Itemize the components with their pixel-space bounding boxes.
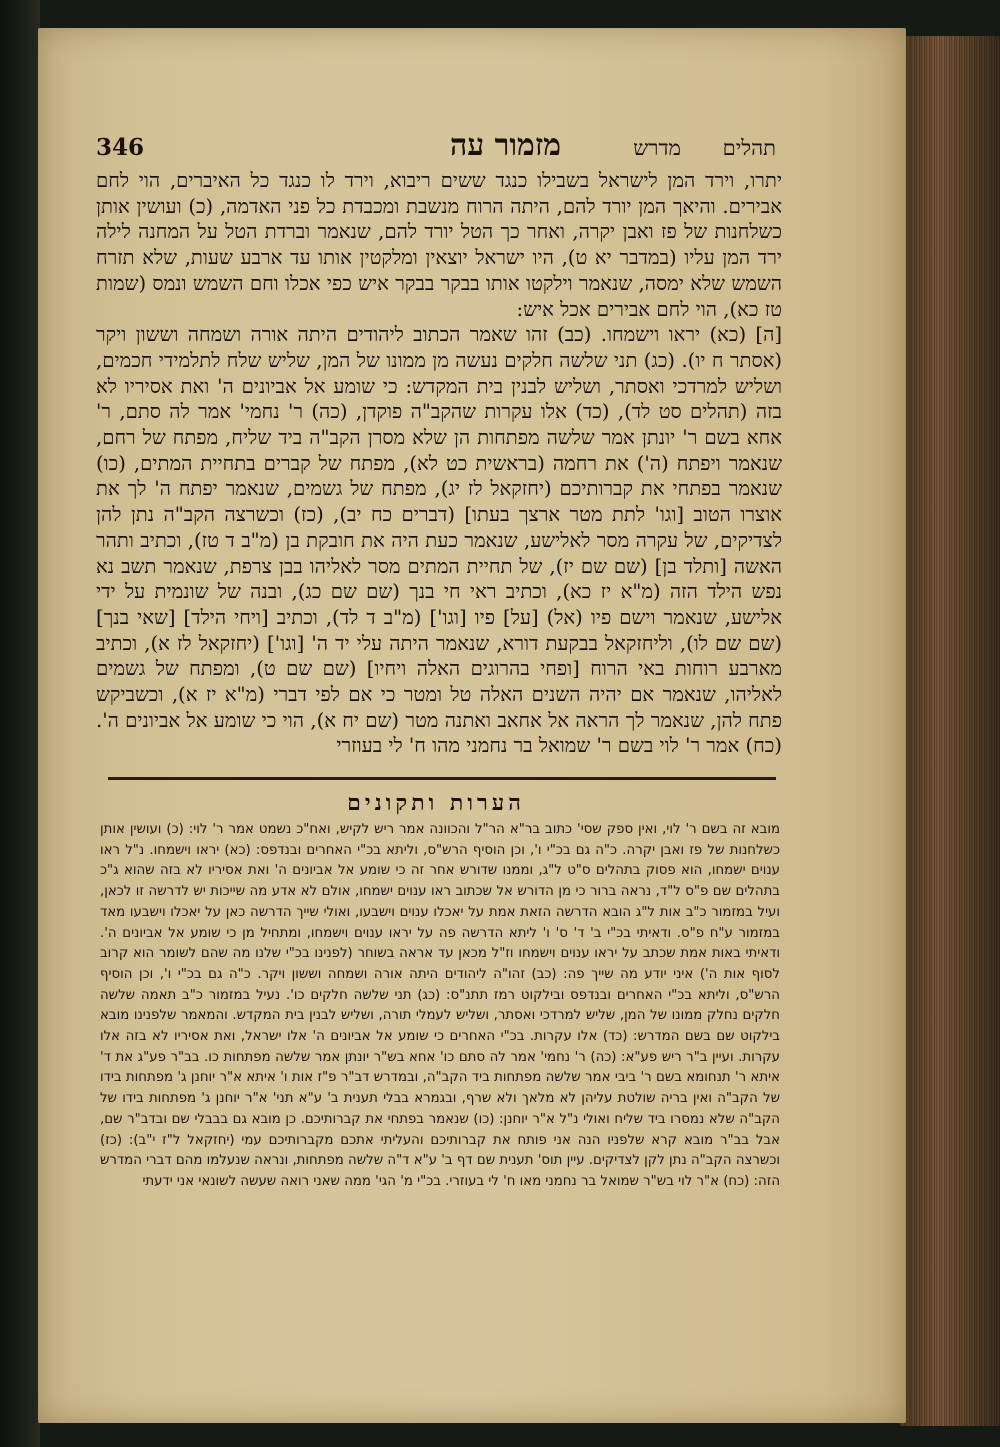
header-title: מדרש bbox=[633, 136, 681, 160]
book-page-edges-shade bbox=[900, 36, 1000, 1426]
main-text bbox=[96, 168, 782, 759]
scan-left-margin bbox=[0, 0, 40, 1447]
page-number: 346 bbox=[96, 134, 145, 161]
main-paragraph: [ה] (כא) יראו וישמחו. (כב) זהו שאמר הכתוב ליהודים היתה אורה ושמחה וששון ויקר (אסתר ח יו). (כג) תני שלשה חלקים נעשה מן ממונו של המן, שליש שלח לתלמידי חכמים, ושליש למרדכי ואסתר, ושליש לבנין בית המקדש: כי שומע אל אביונים ה' ואת אסיריו לא בזה (תהלים סט לד), (כד) אלו עקרות שהקב"ה פוקדן, (כה) ר' נחמי' אמר לה סתם, ר' אחא בשם ר' יונתן אמר שלשה מפתחות הן שלא מסרן הקב"ה ביד שליח, מפתח של רחם, שנאמר ויפתח (ה') את רחמה (בראשית כט לא), מפתח של קברים בתחיית המתים, (כו) שנאמר בפתחי את קברותיכם (יחזקאל לז יג), מפתח של גשמים, שנאמר יפתח ה' לך את אוצרו הטוב [וגו' לתת מטר ארצך בעתו] (דברים כח יב), (כז) וכשרצה הקב"ה נתן להן לצדיקים, של עקרה מסר לאלישע, שנאמר כעת היה את חובקת בן (מ"ב ד טז), וכתיב ותהר האשה [ותלד בן] (שם שם יז), של תחיית המתים מסר לאליהו בבן צרפת, שנאמר תשב נא נפש הילד הזה (מ"א יז כא), וכתיב ראי חי בנך (שם שם כג), ובנה של שונמית על ידי אלישע, שנאמר וישם פיו (אל) [על] פיו [וגו'] (מ"ב ד לד), וכתיב [ויחי הילד] [שאי בנך] (שם שם לו), וליחזקאל בבקעת דורא, שנאמר היתה עלי יד ה' [וגו'] (יחזקאל לז א), וכתיב מארבע רוחות באי הרוח [ופחי בהרוגים האלה ויחיו] (שם שם ט), ומפתח של גשמים לאליהו, שנאמר אם יהיה השנים האלה טל ומטר כי אם לפי דברי (מ"א יז א), וכשביקש פתח להן, שנאמר לך הראה אל אחאב ואתנה מטר (שם יח א), הוי כי שומע אל אביונים ה'. (כח) אמר ר' לוי בשם ר' שמואל בר נחמני מהו ח' לי בעוזרי bbox=[96, 323, 782, 758]
notes-title: הערות ותקונים bbox=[347, 790, 525, 816]
header-book: תהלים bbox=[722, 136, 776, 160]
main-paragraph: יתרו, וירד המן לישראל בשבילו כנגד ששים ריבוא, וירד לו כנגד כל האיברים, הוי לחם אבירים. והיאך המן יורד להם, היתה הרוח מנשבת ומכבדת כל פני האדמה, (כ) ועושין אותן כשלחנות של פז ואבן יקרה, ואחר כך הטל יורד להם, שנאמר וברדת הטל על המחנה לילה ירד המן עליו (במדבר יא ט), היו ישראל יוצאין ומלקטין אותו עד ארבע שעות, שלא תזרח השמש שלא ימסה, שנאמר וילקטו אותו בבקר בבקר איש כפי אכלו וחם השמש ונמס (שמות טז כא), הוי לחם אבירים אכל איש: bbox=[96, 169, 782, 321]
notes-text bbox=[100, 820, 780, 1193]
header-psalm: מזמור עה bbox=[449, 128, 561, 163]
running-header bbox=[96, 128, 776, 168]
section-divider bbox=[108, 777, 776, 780]
notes-paragraph: מובא זה בשם ר' לוי, ואין ספק שסי' כתוב בר"א הר"ל והכוונה אמר ריש לקיש, ואח"כ נשמט אמר ר' לוי: (כ) ועושין אותן כשלחנות של פז ואבן יקרה. כ"ה גם בכ"י ו', וכן הוסיף הרש"ס, וליתא בכ"י האחרים ובנדפס: (כא) יראו וישמחו. נ"ל ראו ענוים ישמחו, הוא פסוק בתהלים ס"ט ל"ג, וממנו שדורש אחר זה כי שומע אל אביונים ה' ואת אסיריו לא בזה שהוא ג"כ בתהלים שם פ"ס ל"ד, נראה ברור כי מן הדורש אל שכתוב ראו ענוים ישמחו, אולם לא אדע מה שייכות יש לדרשה זו לכאן, ועיל במזמור כ"ב אות ל"ג הובא הדרשה הזאת אמת על יאכלו ענוים וישבעו, ואולי שייך הדרשה כאן על יאכלו וישבעו מאד במזמור ע"ח פ"ס. ודאיתי בכ"י ב' ד' ס' ו' ליתא הדרשה פה על יראו ענוים וישמחו, ומתחיל מן כי שומע אל אביונים ה'. ודאיתי באות אמת שכתב על יראו ענוים וישמחו וז"ל מכאן עד אראה בשוחר (לפנינו בכ"י שלנו מה שהם לשומר הוא קרוב לסוף אות ה') איני יודע מה שייך פה: (כב) זהו"ה ליהודים היתה אורה ושמחה וששון ויקר. כ"ה גם בכ"י ו', וכן הוסיף הרש"ס, וליתא בכ"י האחרים ובנדפס ובילקוט רמז תתנ"ס: (כג) תני שלשה חלקים כו'. נעיל במזמור כ"ב תאמה שלשה חלקים נחלק ממונו של המן, שליש למרדכי ואסתר, ושליש לעמלי תורה, ושליש לבנין בית המקדש. והמאמר שלפנינו מובא בילקוט שם בשם המדרש: (כד) אלו עקרות. בכ"י האחרים כי שומע אל אביונים ה' אלו ישראל, ואת אסיריו לא בזה אלו עקרות. ועיין ב"ר ריש פע"א: (כה) ר' נחמי' אמר לה סתם כו' אחא בש"ר יונתן אמר שלשה מפתחות כו. בב"ר פע"ג את ד' איתא ר' תנחומא בשם ר' ביבי אמר שלשה מפתחות ביד הקב"ה, ובמדרש דב"ר פ"ז אות ו' איתא א"ר יוחנן ג' מפתחות בידו של הקב"ה ואין בריה שולטת עליהן לא מלאך ולא שרף, ובגמרא בבלי תענית ב' ע"א תני' א"ר יוחנן ג' מפתחות בידו של הקב"ה שלא נמסרו ביד שליח ואולי נ"ל א"ר יוחנן: (כו) שנאמר בפתחי את קברותיכם. כן מובא גם בבבלי שם ובדב"ר שם, אבל בב"ר מובא קרא שלפניו הנה אני פותח את קברותיכם והעליתי אתכם מקברותיכם עמי (יחזקאל ל"ז י"ב): (כז) וכשרצה הקב"ה נתן לקן לצדיקים. עיין תוס' תענית שם דף ב' ע"א ד"ה שלשה מפתחות, ונראה שנעלמו מהם דברי המדרש הזה: (כח) א"ר לוי בש"ר שמואל בר נחמני מאו ח' לי בעוזרי. בכ"י מ' הגי' ממה שאני רואה שעשה לשונאי אני ידעתי bbox=[100, 822, 780, 1189]
